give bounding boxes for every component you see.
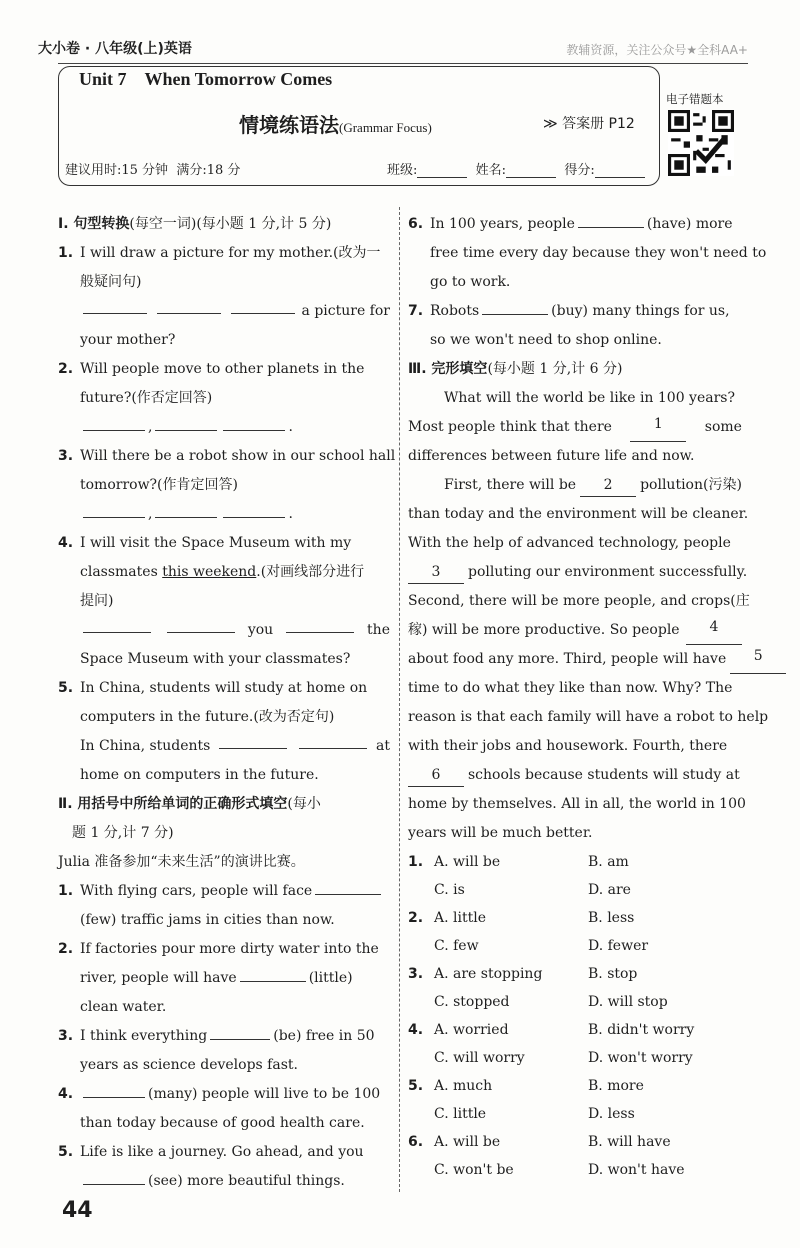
passage-text-3: some — [704, 419, 742, 435]
options-list — [408, 848, 742, 1184]
passage-text-10: Second, there will be more people, and crops(庄 — [408, 593, 750, 609]
s2-q2-text-4: clean water. — [80, 999, 167, 1015]
title-box — [58, 66, 660, 186]
s2-q2-text-2: river, people will have — [80, 970, 237, 986]
s2-q3-text: I think everything — [80, 1028, 208, 1044]
s2-q1-line-2 — [58, 906, 390, 935]
s2-q5-text-2: (see) more beautiful things. — [148, 1173, 345, 1189]
section-2-note: (每小 — [287, 796, 321, 812]
option-number: 6. — [408, 1134, 424, 1150]
passage-line-11 — [408, 674, 742, 703]
page-number: 44 — [62, 1198, 93, 1223]
passage-line-15 — [408, 790, 746, 819]
passage-text-18: years will be much better. — [408, 825, 593, 841]
section-2-note-line — [58, 819, 390, 848]
s2-q1-text-2: (few) traffic jams in cities than now. — [80, 912, 335, 928]
q1-text: I will draw a picture for my mother.(改为一 — [80, 245, 381, 261]
s2-q3-text-2: (be) free in 50 — [273, 1028, 375, 1044]
q4-blank-2[interactable] — [167, 616, 235, 633]
s2-q1-text: With flying cars, people will face — [80, 883, 313, 899]
option-row — [408, 988, 742, 1016]
q2-blank-1[interactable] — [83, 414, 145, 431]
q3-text-2: tomorrow?(作肯定回答) — [80, 477, 238, 493]
q4-line-5 — [58, 645, 390, 674]
option-c[interactable]: C. little — [434, 1106, 487, 1122]
s2-q1-line-1: 1. With flying cars, people will face — [58, 877, 390, 906]
s2-q2-line-2 — [58, 964, 390, 993]
option-row — [408, 1016, 742, 1044]
s2-q5-blank[interactable] — [83, 1168, 145, 1185]
s2-q2-line-3 — [58, 993, 390, 1022]
passage-line-8 — [408, 587, 750, 616]
s2-q6-text-2: (have) more — [646, 216, 733, 232]
s2-q6-text-3: free time every day because they won't need to — [430, 245, 767, 261]
option-d[interactable]: D. less — [588, 1106, 635, 1122]
q3-answer-line: , . — [58, 500, 390, 529]
q5-text-3: In China, students — [80, 738, 211, 754]
answer-reference: ≫ 答案册 P12 — [543, 116, 635, 132]
s2-q6-line-2 — [408, 239, 767, 268]
s2-q5-text: Life is like a journey. Go ahead, and you — [80, 1144, 364, 1160]
passage-text-5: First, there will be — [444, 477, 577, 493]
option-c[interactable]: C. won't be — [434, 1162, 514, 1178]
s2-q7-blank[interactable] — [482, 298, 548, 315]
section-title — [239, 109, 432, 138]
s2-q2-blank[interactable] — [240, 965, 306, 982]
s2-q7-line-2 — [408, 326, 742, 355]
left-column — [58, 210, 396, 1196]
s2-q6-text-4: go to work. — [430, 274, 511, 290]
cloze-blank-4[interactable]: 4 — [686, 616, 742, 645]
passage-line-16 — [408, 819, 742, 848]
passage-text-11: 稼) will be more productive. So people — [408, 622, 680, 638]
passage-line-12 — [408, 703, 769, 732]
s2-q2-text: If factories pour more dirty water into the — [80, 941, 379, 957]
option-d[interactable]: D. will stop — [588, 994, 668, 1010]
passage-line-14 — [408, 761, 742, 790]
passage-text-4: differences between future life and now. — [408, 448, 695, 464]
q4-line-3 — [58, 587, 390, 616]
option-a[interactable]: A. worried — [434, 1022, 509, 1038]
cloze-blank-6[interactable]: 6 — [408, 764, 464, 787]
class-label: 班级: — [387, 163, 418, 178]
passage-text-1: What will the world be like in 100 years? — [444, 390, 735, 406]
s2-q2-line-1: 2. If factories pour more dirty water into the — [58, 941, 379, 957]
q5-text-5: home on computers in the future. — [80, 767, 319, 783]
time-limit: 建议用时:15 分钟 — [65, 163, 169, 178]
section-1-title: Ⅰ. 句型转换 — [58, 216, 130, 232]
q4-line-2 — [58, 558, 390, 587]
s2-q6-blank[interactable] — [578, 211, 644, 228]
q1-text-4: your mother? — [80, 332, 176, 348]
column-divider — [399, 207, 400, 1192]
s2-q2-text-3: (little) — [308, 970, 353, 986]
right-column — [408, 210, 769, 1184]
s2-q4-text-2: than today because of good health care. — [80, 1115, 365, 1131]
q4-text-2: classmates — [80, 564, 163, 580]
score-label: 得分: — [564, 163, 595, 178]
option-row — [408, 1156, 742, 1184]
q1-line-4 — [58, 326, 390, 355]
passage-line-10 — [408, 645, 763, 674]
q3-blank-3[interactable] — [223, 501, 285, 518]
passage-text-16: schools because students will study at — [468, 767, 740, 783]
option-b[interactable]: B. stop — [588, 966, 638, 982]
q4-answer-line — [58, 616, 390, 645]
q4-text-6: the — [367, 622, 390, 638]
s2-q6-line-3 — [408, 268, 742, 297]
q3-blank-2[interactable] — [155, 501, 217, 518]
unit-label: Unit 7 — [79, 69, 127, 89]
q1-text-3: a picture for — [301, 303, 390, 319]
option-b[interactable]: B. will have — [588, 1134, 671, 1150]
passage-line-13 — [408, 732, 742, 761]
unit-heading — [73, 69, 338, 90]
option-c[interactable]: C. is — [434, 882, 465, 898]
option-b[interactable]: B. less — [588, 910, 635, 926]
option-c[interactable]: C. will worry — [434, 1050, 525, 1066]
option-row — [408, 1100, 742, 1128]
name-label: 姓名: — [475, 163, 507, 178]
q1-blank-3[interactable] — [231, 297, 295, 314]
q4-text-5: you — [247, 622, 274, 638]
passage-text-7: than today and the environment will be cleaner. — [408, 506, 749, 522]
promo-text: 教辅资源，关注公众号★全科AA+ — [566, 43, 748, 57]
unit-name: When Tomorrow Comes — [144, 69, 333, 89]
title-cn: 情境练语法 — [239, 113, 339, 137]
s2-q5-line-2 — [58, 1167, 390, 1196]
cloze-blank-3[interactable]: 3 — [408, 561, 464, 584]
option-b[interactable]: B. didn't worry — [588, 1022, 695, 1038]
option-a[interactable]: A. much — [434, 1078, 493, 1094]
passage-line-1 — [408, 384, 742, 413]
s2-q3-text-3: years as science develops fast. — [80, 1057, 298, 1073]
passage-line-9 — [408, 616, 742, 645]
passage-text-17: home by themselves. All in all, the world in 100 — [408, 796, 746, 812]
option-b[interactable]: B. am — [588, 854, 629, 870]
q4-text-7: Space Museum with your classmates? — [80, 651, 351, 667]
s2-q6-line-1: 6. In 100 years, people (have) more — [408, 210, 742, 239]
passage-text-6: pollution(污染) — [640, 477, 742, 493]
cloze-blank-5[interactable]: 5 — [730, 645, 786, 674]
q4-blank-3[interactable] — [286, 616, 354, 633]
option-row — [408, 904, 742, 932]
q4-text-4: 提问) — [80, 593, 114, 609]
book-title: 大小卷 · 八年级(上)英语 — [38, 41, 192, 57]
q4-underlined: this weekend — [162, 564, 257, 580]
s2-q3-blank[interactable] — [210, 1023, 270, 1040]
section-3-title: Ⅲ. 完形填空 — [408, 361, 488, 377]
option-row — [408, 848, 742, 876]
s2-q4-line-1: 4. (many) people will live to be 100 — [58, 1080, 390, 1109]
q1-text-2: 般疑问句) — [80, 274, 142, 290]
qr-label: 电子错题本 — [666, 92, 724, 106]
q5-line-4 — [58, 761, 390, 790]
passage-line-4 — [408, 471, 742, 500]
q2-line-2 — [58, 384, 390, 413]
q5-text-2: computers in the future.(改为否定句) — [80, 709, 335, 725]
option-row — [408, 932, 742, 960]
s2-q6-text: In 100 years, people — [430, 216, 575, 232]
q2-line-1: 2. Will people move to other planets in the — [58, 361, 365, 377]
q1-blank-1[interactable] — [83, 297, 147, 314]
q5-line-2 — [58, 703, 390, 732]
q4-text: I will visit the Space Museum with my — [80, 535, 352, 551]
option-number: 5. — [408, 1078, 424, 1094]
section-3-note: (每小题 1 分,计 6 分) — [487, 361, 623, 377]
option-row — [408, 1072, 742, 1100]
option-c[interactable]: C. few — [434, 938, 479, 954]
passage-text-15: with their jobs and housework. Fourth, there — [408, 738, 728, 754]
cloze-blank-1[interactable]: 1 — [630, 413, 686, 442]
title-en: (Grammar Focus) — [339, 120, 432, 135]
q3-line-2 — [58, 471, 390, 500]
s2-q7-line-1: 7. Robots (buy) many things for us, — [408, 297, 742, 326]
section-2-title: Ⅱ. 用括号中所给单词的正确形式填空 — [58, 796, 288, 812]
option-a[interactable]: A. little — [434, 910, 486, 926]
passage-line-7 — [408, 558, 748, 587]
q1-line-2 — [58, 268, 390, 297]
passage-text-13: time to do what they like than now. Why? The — [408, 680, 733, 696]
name-field[interactable] — [506, 165, 556, 178]
option-row — [408, 1128, 742, 1156]
passage-line-6 — [408, 529, 742, 558]
option-number: 3. — [408, 966, 424, 982]
class-field[interactable] — [417, 165, 467, 178]
qr-code-icon[interactable] — [668, 110, 734, 176]
option-row — [408, 876, 742, 904]
section-2-note-2: 题 1 分,计 7 分) — [72, 825, 174, 841]
q5-text: In China, students will study at home on — [80, 680, 368, 696]
section-2-heading — [58, 790, 390, 819]
q3-line-1: 3. Will there be a robot show in our school hall — [58, 448, 396, 464]
s2-q3-line-1: 3. I think everything (be) free in 50 — [58, 1022, 390, 1051]
q5-blank-1[interactable] — [219, 732, 287, 749]
s2-q4-blank[interactable] — [83, 1081, 145, 1098]
option-c[interactable]: C. stopped — [434, 994, 510, 1010]
q2-blank-2[interactable] — [155, 414, 217, 431]
section-2-intro: Julia 准备参加“未来生活”的演讲比赛。 — [58, 854, 305, 870]
option-d[interactable]: D. won't worry — [588, 1050, 693, 1066]
q4-text-3: .(对画线部分进行 — [256, 564, 365, 580]
passage-text-8: With the help of advanced technology, people — [408, 535, 731, 551]
option-row — [408, 960, 742, 988]
option-d[interactable]: D. fewer — [588, 938, 649, 954]
option-number: 2. — [408, 910, 424, 926]
q5-text-4: at — [376, 738, 390, 754]
option-number: 4. — [408, 1022, 424, 1038]
q2-blank-3[interactable] — [223, 414, 285, 431]
q5-answer-line — [58, 732, 390, 761]
full-score: 满分:18 分 — [176, 163, 241, 178]
passage-line-3 — [408, 442, 742, 471]
cloze-blank-2[interactable]: 2 — [580, 474, 636, 497]
option-d[interactable]: D. won't have — [588, 1162, 685, 1178]
passage-text-14: reason is that each family will have a robot to help — [408, 709, 769, 725]
q4-line-1: 4. I will visit the Space Museum with my — [58, 535, 352, 551]
s2-q5-line-1: 5. Life is like a journey. Go ahead, and you — [58, 1144, 364, 1160]
option-b[interactable]: B. more — [588, 1078, 644, 1094]
option-a[interactable]: A. will be — [434, 1134, 501, 1150]
header-rule — [58, 63, 748, 64]
section-3-heading — [408, 355, 742, 384]
q1-blank-2[interactable] — [157, 297, 221, 314]
q5-blank-2[interactable] — [299, 732, 367, 749]
option-d[interactable]: D. are — [588, 882, 631, 898]
s2-q3-line-2 — [58, 1051, 390, 1080]
q2-text: Will people move to other planets in the — [80, 361, 365, 377]
q2-answer-line: , . — [58, 413, 390, 442]
s2-q4-text: (many) people will live to be 100 — [148, 1086, 381, 1102]
q3-text: Will there be a robot show in our school hall — [80, 448, 396, 464]
s2-q7-text-2: (buy) many things for us, — [551, 303, 730, 319]
option-row — [408, 1044, 742, 1072]
s2-q7-text: Robots — [430, 303, 480, 319]
passage-text-2: Most people think that there — [408, 419, 612, 435]
q4-blank-1[interactable] — [83, 616, 151, 633]
s2-q1-blank[interactable] — [315, 878, 381, 895]
s2-q4-line-2 — [58, 1109, 390, 1138]
section-1-heading — [58, 210, 390, 239]
q5-line-1: 5. In China, students will study at home on — [58, 680, 368, 696]
option-a[interactable]: A. will be — [434, 854, 501, 870]
q1-line-1: 1. I will draw a picture for my mother.(改为一 — [58, 245, 381, 261]
q1-answer-line — [58, 297, 390, 326]
passage-text-9: polluting our environment successfully. — [468, 564, 748, 580]
q3-blank-1[interactable] — [83, 501, 145, 518]
passage-text-12: about food any more. Third, people will have — [408, 651, 727, 667]
passage-line-5 — [408, 500, 749, 529]
option-a[interactable]: A. are stopping — [434, 966, 543, 982]
section-1-note: (每空一词)(每小题 1 分,计 5 分) — [129, 216, 332, 232]
option-number: 1. — [408, 854, 424, 870]
s2-q7-text-3: so we won't need to shop online. — [430, 332, 662, 348]
passage-line-2 — [408, 413, 742, 442]
q2-text-2: future?(作否定回答) — [80, 390, 213, 406]
meta-row — [65, 159, 655, 178]
score-field[interactable] — [595, 165, 645, 178]
